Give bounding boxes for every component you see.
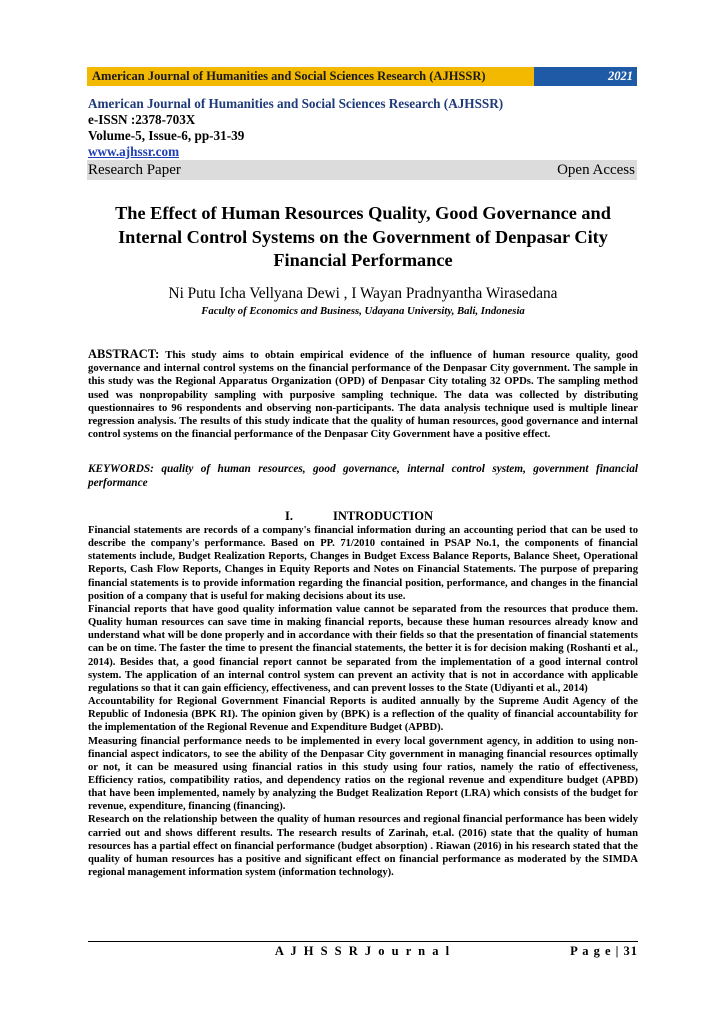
abstract	[88, 348, 638, 441]
masthead-journal: American Journal of Humanities and Social Sciences Research (AJHSSR)	[88, 96, 504, 111]
header-band-year: 2021	[534, 67, 637, 86]
section-title: INTRODUCTION	[333, 509, 434, 523]
abstract-label: ABSTRACT:	[88, 347, 160, 361]
paper-title	[88, 202, 638, 273]
header-band-journal: American Journal of Humanities and Social Sciences Research (AJHSSR)	[87, 67, 534, 86]
affiliation: Faculty of Economics and Business, Udayana University, Bali, Indonesia	[201, 305, 525, 317]
abstract-text: This study aims to obtain empirical evidence of the influence of human resource quality, good governance and internal control systems on the financial performance of the Denpasar City government. The sample in this study was the Regional Apparatus Organization (OPD) of Denpasar City totaling 32 OPDs. The sampling method used was nonpropability sampling with purposive sampling technique. The data was collected by distributing questionnaires to 96 respondents and observing non-participants. The data analysis technique used is multiple linear regression analysis. The results of this study indicate that the quality of human resources, good governance and internal control systems on the financial performance of the Denpasar City Government have a positive effect.	[88, 349, 638, 441]
paragraph: Financial statements are records of a company's financial information during an accounting period that can be used to describe the company's performance. Based on PP. 71/2010 contained in PSAP No.1, the components of financial statements include, Budget Realization Reports, Changes in Budget Excess Balance Reports, Balance Sheet, Operational Reports, Cash Flow Reports, Changes in Equity Reports and Notes on Financial Statements. The purpose of preparing financial statements is to provide information regarding the financial position, performance, and changes in the financial position of a company that is useful for making decisions about its use.	[88, 525, 638, 602]
keywords	[88, 462, 638, 490]
paper-type-label: Research Paper	[88, 162, 181, 178]
title-line-2: Internal Control Systems on the Government of Denpasar City	[118, 226, 608, 247]
paragraph: Financial reports that have good quality information value cannot be separated from the resources that produce them. Quality human resources can save time in making financial reports, because these human resources already know and understand what will be done properly and in accordance with their fields so that the presentation of financial statements can be on time. The faster the time to present the financial statements, the better it is for decision making (Roshanti et al., 2014). Besides that, a good financial report cannot be separated from the implementation of a good internal control system. The application of an internal control system can prevent an activity that is not in accordance with applicable regulations so that it can gain efficiency, effectiveness, and can prevent losses to the State (Udiyanti et al., 2014)	[88, 603, 638, 694]
introduction-body	[88, 524, 638, 879]
paragraph: Accountability for Regional Government Financial Reports is audited annually by the Supreme Audit Agency of the Republic of Indonesia (BPK RI). The opinion given by (BPK) is a reflection of the quality of financial accountability for the implementation of the Regional Revenue and Expenditure Budget (APBD).	[88, 696, 638, 734]
paragraph: Research on the relationship between the quality of human resources and regional financial performance has been widely carried out and shows different results. The research results of Zarinah, et.al. (2016) state that the quality of human resources has a partial effect on financial performance (budget absorption) . Riawan (2016) in his research stated that the quality of human resources has a positive and significant effect on financial performance as moderated by the SIMDA regional management information system (information technology).	[88, 814, 638, 879]
access-label: Open Access	[557, 162, 635, 178]
section-number: I.	[285, 509, 293, 523]
keywords-text: quality of human resources, good governance, internal control system, government financial performance	[88, 463, 638, 489]
paper-type-bar	[87, 160, 637, 180]
masthead-issn: e-ISSN :2378-703X	[88, 112, 196, 127]
footer-journal: A J H S S R J o u r n a l	[274, 944, 452, 958]
header-band	[87, 67, 637, 86]
keywords-label: KEYWORDS:	[88, 463, 154, 475]
page-footer	[88, 941, 638, 960]
journal-link[interactable]: www.ajhssr.com	[88, 144, 180, 159]
title-line-1: The Effect of Human Resources Quality, Good Governance and	[115, 203, 611, 223]
page-number: P a g e | 31	[570, 944, 638, 958]
masthead-volume: Volume-5, Issue-6, pp-31-39	[88, 128, 245, 143]
paragraph: Measuring financial performance needs to be implemented in every local government agency, in addition to using non-financial aspect indicators, to see the ability of the Denpasar City government in managing financial resources optimally or not, it can be measured using financial ratios in this study using four ratios, namely the ratio of effectiveness, Efficiency ratios, compatibility ratios, and dependency ratios on the regional revenue and expenditure budget (APBD) that have been implemented, namely by analyzing the Budget Realization Report (LRA) which consists of the budget for revenue, expenditure, financing (financing).	[88, 735, 638, 813]
title-line-3: Financial Performance	[273, 250, 453, 270]
authors: Ni Putu Icha Vellyana Dewi , I Wayan Pradnyantha Wirasedana	[168, 285, 558, 302]
